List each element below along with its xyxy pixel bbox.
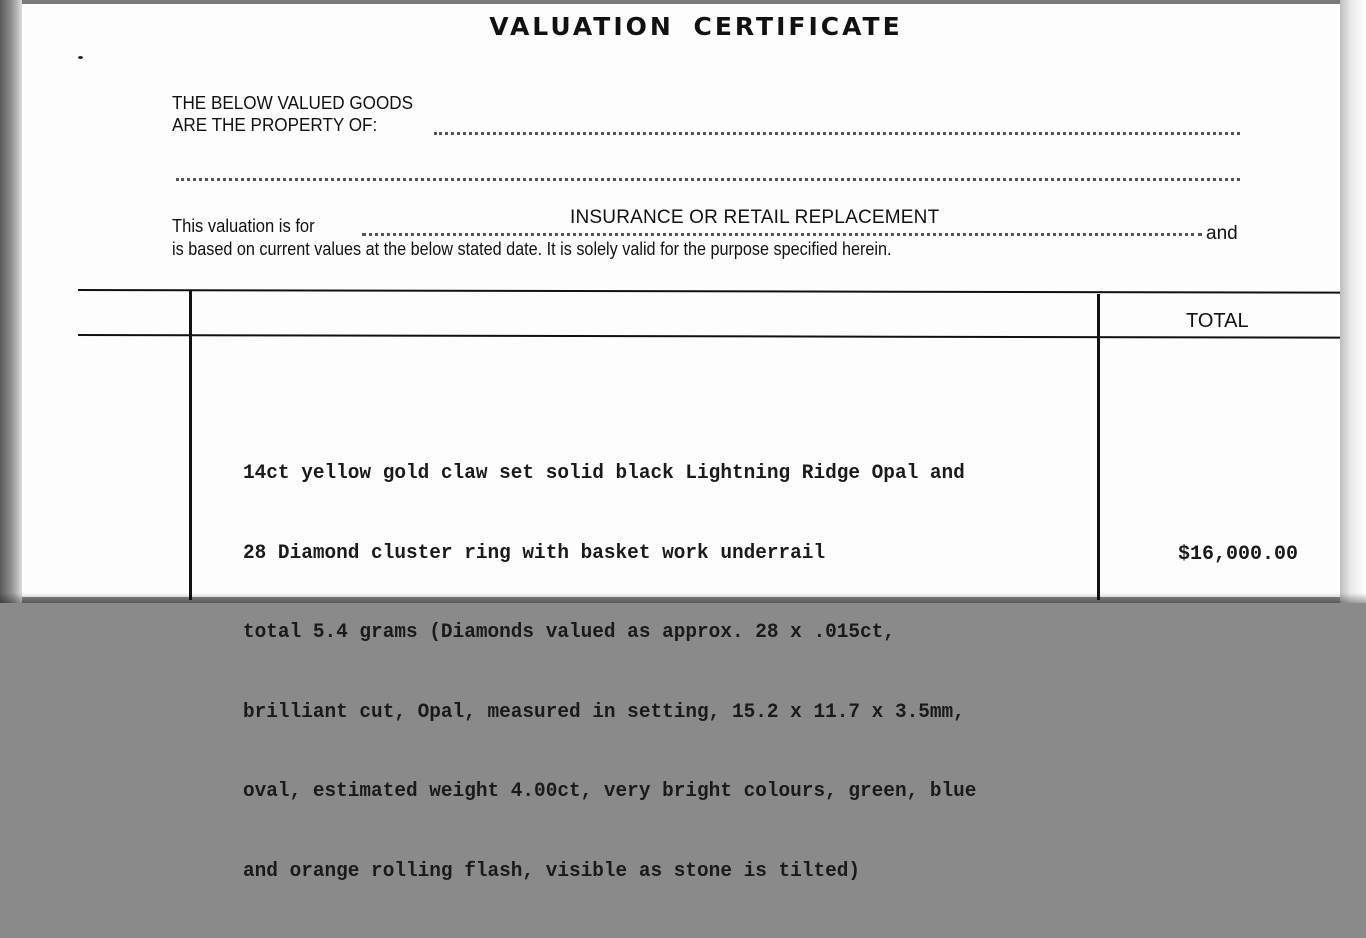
owner-label-line1: THE BELOW VALUED GOODS (172, 93, 414, 113)
certificate-title: VALUATION CERTIFICATE (489, 12, 903, 41)
table-left-column-divider (189, 290, 192, 600)
owner-name-dotted-line (434, 132, 1240, 135)
table-total-column-divider (1097, 294, 1100, 600)
description-line: 14ct yellow gold claw set solid black Lightning Ridge Opal and (243, 462, 965, 485)
purpose-suffix: and (1206, 223, 1238, 244)
description-line: brilliant cut, Opal, measured in setting, 15.2 x 11.7 x 3.5mm, (243, 700, 965, 724)
scan-right-edge (1340, 0, 1366, 603)
basis-statement: is based on current values at the below stated date. It is solely valid for the purpose specified herein. (172, 239, 892, 259)
owner-label (172, 92, 413, 136)
item-total-amount: $16,000.00 (1178, 543, 1299, 566)
table-header-rule (78, 334, 1340, 339)
scan-left-edge (0, 0, 22, 603)
scan-speck (78, 56, 83, 59)
owner-label-line2: ARE THE PROPERTY OF: (172, 115, 378, 135)
purpose-dotted-line (362, 233, 1202, 236)
total-column-header: TOTAL (1186, 310, 1249, 332)
description-line: 28 Diamond cluster ring with basket work underrail (243, 541, 826, 565)
description-line: oval, estimated weight 4.00ct, very bright colours, green, blue (243, 780, 977, 803)
description-line: total 5.4 grams (Diamonds valued as approx. 28 x .015ct, (243, 621, 895, 644)
item-description (243, 408, 976, 938)
description-line: and orange rolling flash, visible as stone is tilted) (243, 859, 861, 883)
certificate-page (22, 4, 1340, 883)
table-top-rule (78, 289, 1340, 294)
purpose-value: INSURANCE OR RETAIL REPLACEMENT (570, 207, 940, 228)
scan-bottom-shadow (0, 593, 1366, 603)
owner-address-dotted-line (176, 178, 1240, 181)
purpose-prefix: This valuation is for (172, 216, 315, 236)
